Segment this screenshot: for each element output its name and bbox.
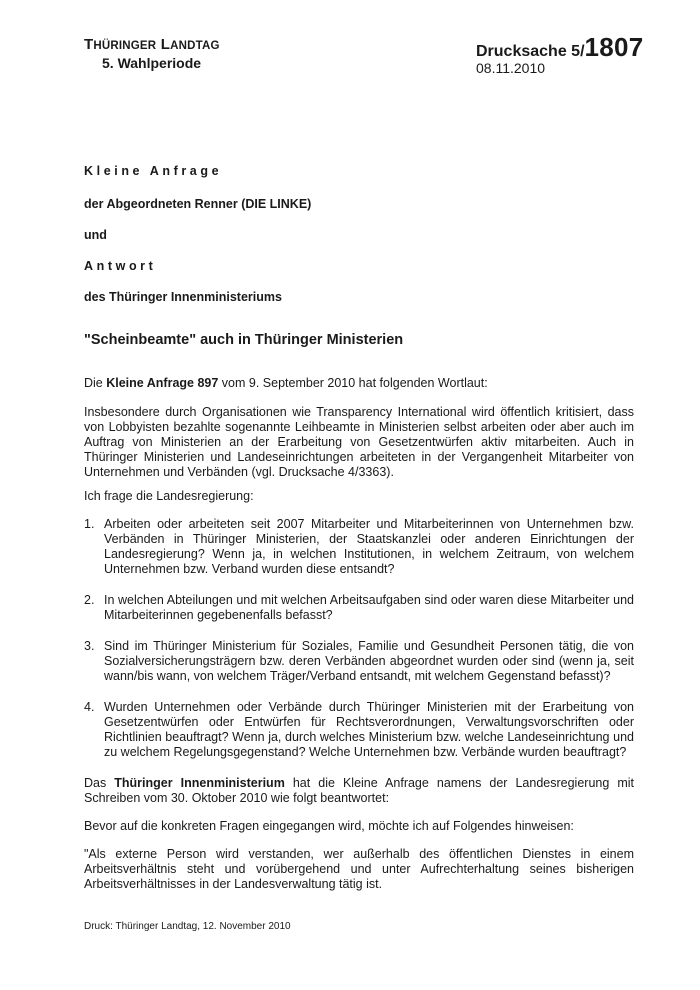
question-list xyxy=(84,517,634,776)
wortlaut-paragraph: Insbesondere durch Organisationen wie Transparency International wird öffentlich kritisiert, dass von Lobbyisten bezahlte sogenannte Leihbeamte in Ministerien selbst arbeiten oder aber auch im Auftrag von Ministerien an der Erarbeitung von Gesetzentwürfen aktiv mitarbeiten. Auch in Thüringer Ministerien und Landeseinrichtungen arbeiteten in der Vergangenheit Mitarbeiter von Unternehmen und Verbänden (vgl. Drucksache 4/3363). xyxy=(84,405,634,479)
header-left xyxy=(84,36,220,72)
zitat-paragraph: "Als externe Person wird verstanden, wer außerhalb des öffentlichen Dienstes in einem Arbeitsverhältnis steht und vorübergehend und unter Aufrechterhaltung seines bisherigen Arbeitsverhältnisses in der Landesverwaltung tätig ist. xyxy=(84,847,634,891)
drucksache-number: 1807 xyxy=(584,32,644,62)
antwort-heading: Antwort xyxy=(84,259,157,273)
drucksache-date: 08.11.2010 xyxy=(476,60,546,77)
landtag-name: THÜRINGER LANDTAG xyxy=(84,36,220,53)
abgeordnete-line: der Abgeordneten Renner (DIE LINKE) xyxy=(84,197,312,211)
hinweis-line: Bevor auf die konkreten Fragen eingegangen wird, möchte ich auf Folgendes hinweisen: xyxy=(84,819,574,833)
question-item: 4. Wurden Unternehmen oder Verbände durch Thüringer Ministerien mit der Erarbeitung von Gesetzentwürfen oder Entwürfen für Rechtsverordnungen, Verwaltungsvorschriften oder Richtlinien beauftragt? Wenn ja, durch welches Ministerium bzw. welche Landeseinrichtung und zu welchem Regelungsgegenstand? Welche Unternehmen bzw. Verbände wurden beauftragt? xyxy=(84,700,634,759)
answer-intro-paragraph: Das Thüringer Innenministerium hat die Kleine Anfrage namens der Landesregierung mit Schreiben vom 30. Oktober 2010 wie folgt beantwortet: xyxy=(84,776,634,805)
drucksache xyxy=(476,34,644,61)
print-footer: Druck: Thüringer Landtag, 12. November 2010 xyxy=(84,921,291,932)
drucksache-label: Drucksache 5/ xyxy=(476,43,585,60)
wahlperiode: 5. Wahlperiode xyxy=(102,55,202,71)
intro-paragraph: Die Kleine Anfrage 897 vom 9. September 2010 hat folgenden Wortlaut: xyxy=(84,376,488,390)
ministerium-line: des Thüringer Innenministeriums xyxy=(84,290,282,304)
question-item: 1. Arbeiten oder arbeiteten seit 2007 Mitarbeiter und Mitarbeiterinnen von Unternehmen bzw. Verbänden in Thüringer Ministerien, der Staatskanzlei oder anderen Einrichtungen der Landesregierung? Wenn ja, in welchen Institutionen, in welchem Zeitraum, von welchem Unternehmen bzw. Verband wurden diese entsandt? xyxy=(84,517,634,576)
frage-line: Ich frage die Landesregierung: xyxy=(84,489,254,503)
question-item: 2. In welchen Abteilungen und mit welchen Arbeitsaufgaben sind oder waren diese Mitarbeiter und Mitarbeiterinnen gegebenenfalls befasst? xyxy=(84,593,634,622)
und-line: und xyxy=(84,228,107,242)
question-item: 3. Sind im Thüringer Ministerium für Soziales, Familie und Gesundheit Personen tätig, die von Sozialversicherungsträgern bzw. deren Verbänden abgeordnet wurden oder sind (wenn ja, seit wann/bis wann, von welchem Träger/Verband entsandt, mit welchem Gegenstand befasst)? xyxy=(84,639,634,683)
kleine-anfrage-heading: Kleine Anfrage xyxy=(84,164,223,178)
document-title: "Scheinbeamte" auch in Thüringer Ministerien xyxy=(84,332,404,348)
header-right xyxy=(476,34,644,76)
